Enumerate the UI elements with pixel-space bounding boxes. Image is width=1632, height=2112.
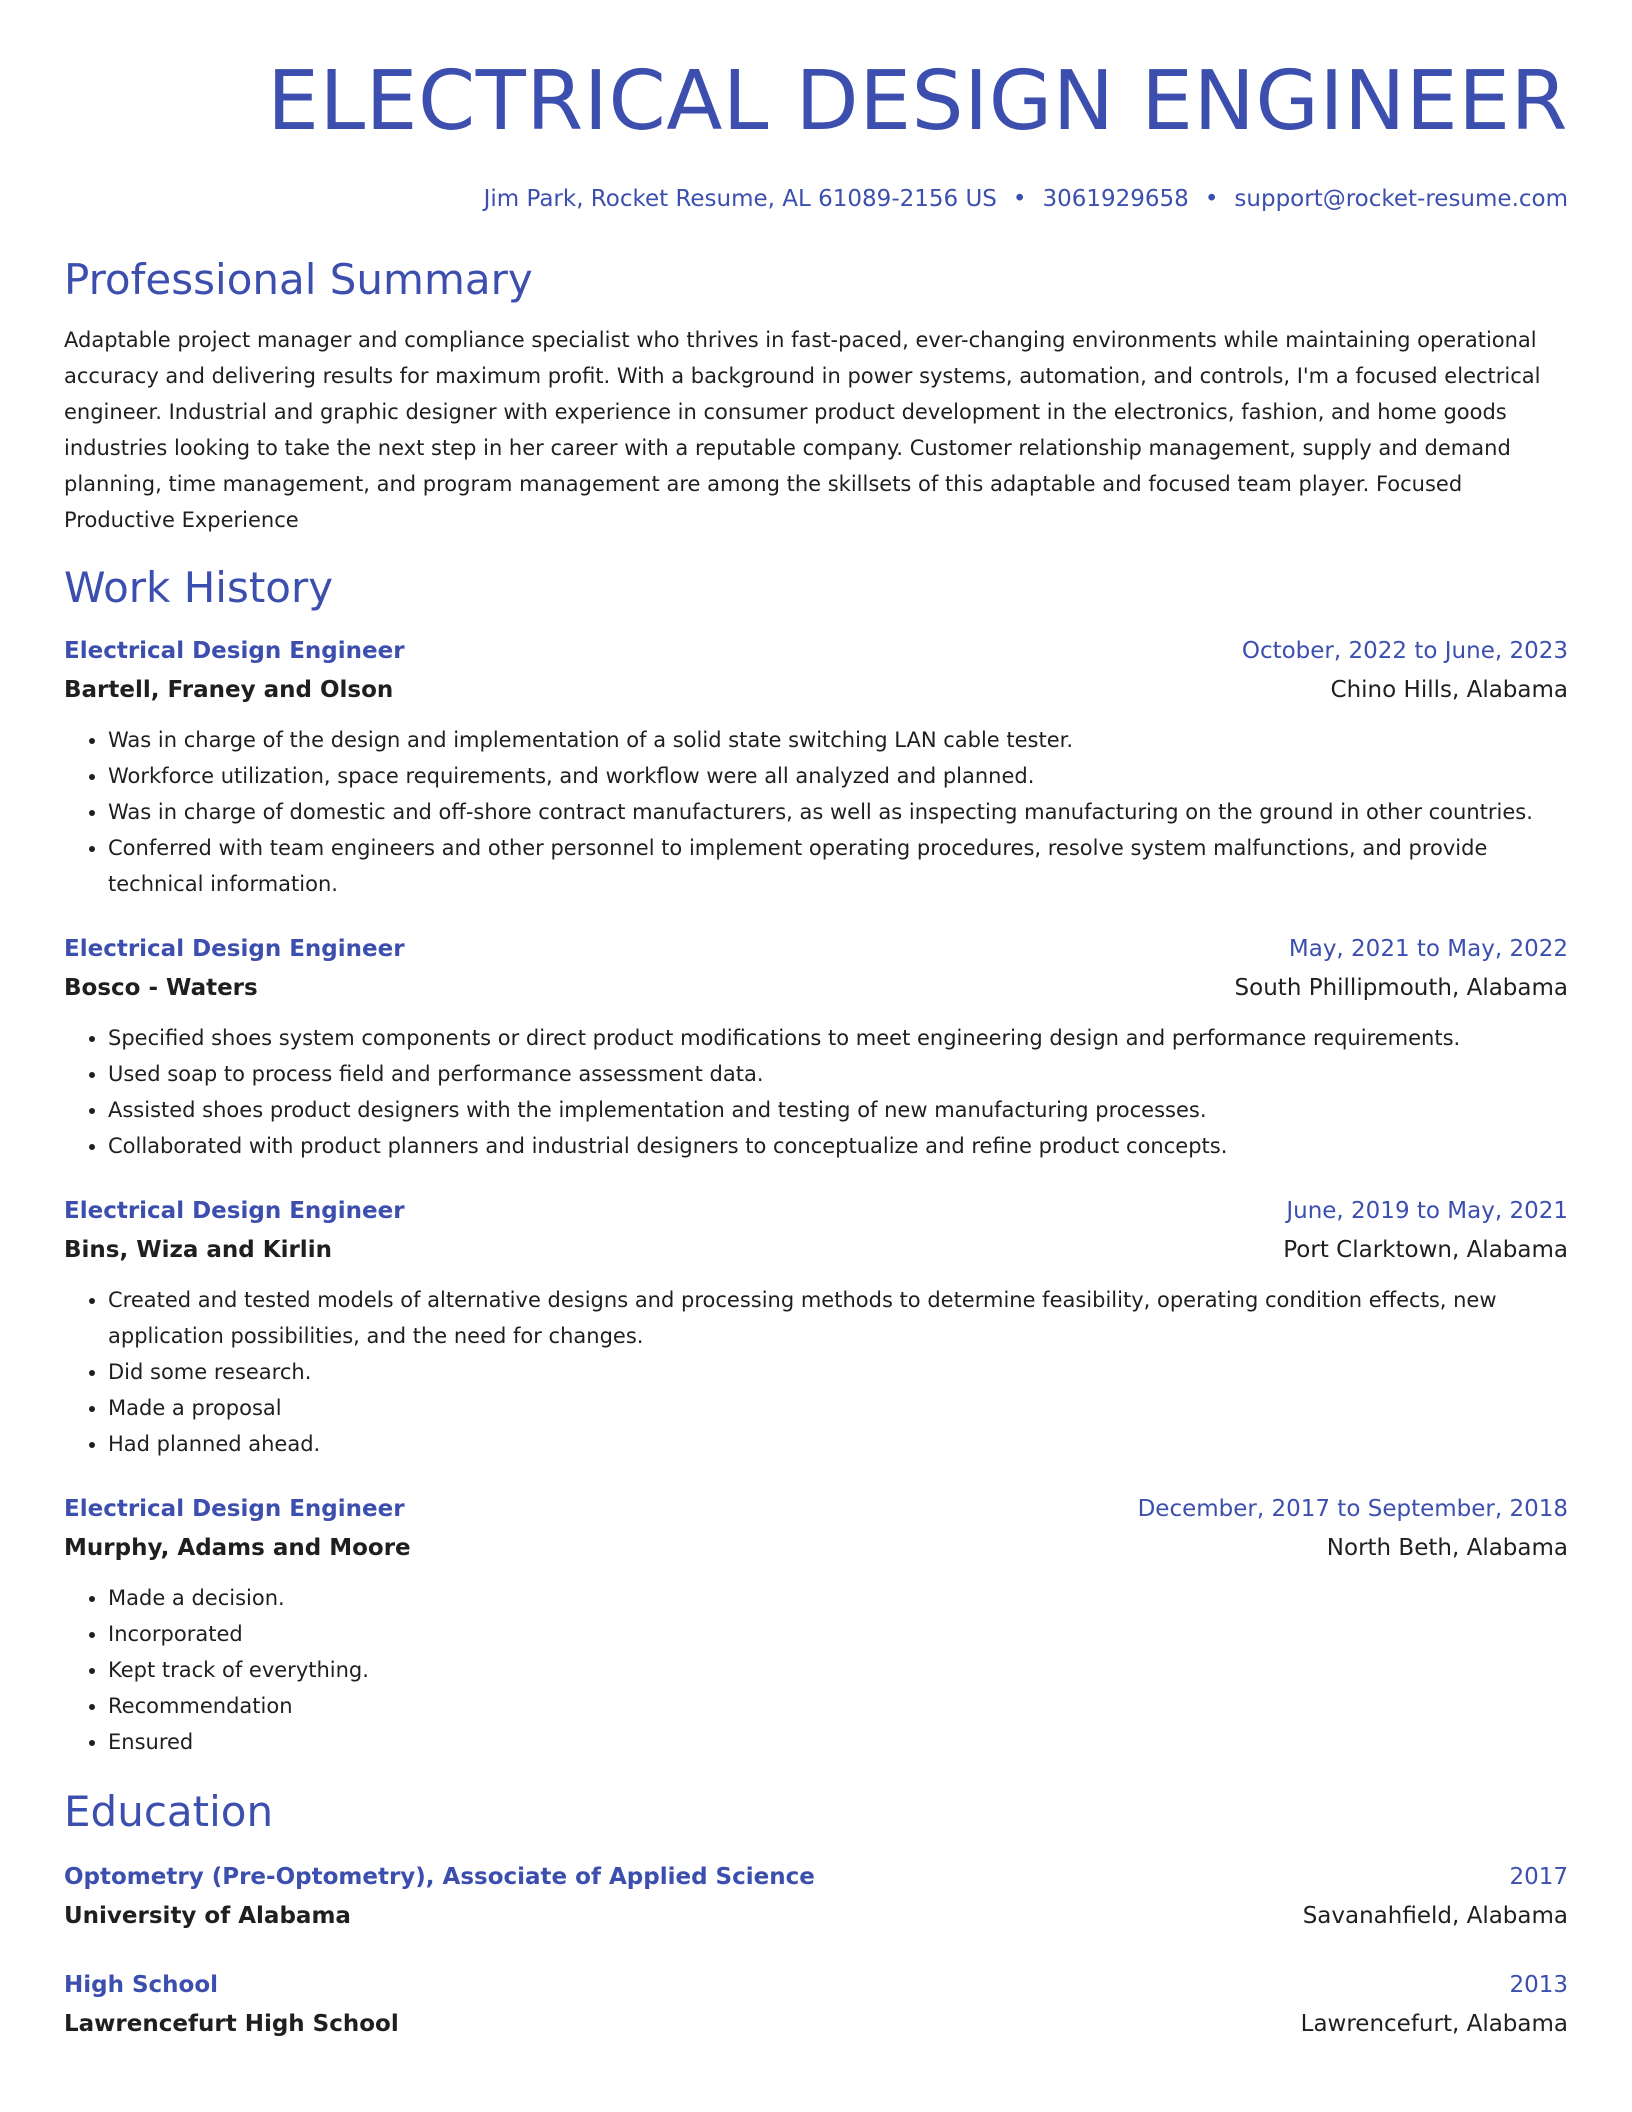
job-dates: December, 2017 to September, 2018 xyxy=(1137,1496,1568,1522)
contact-email[interactable]: support@rocket-resume.com xyxy=(1234,186,1568,212)
job-company: Murphy, Adams and Moore xyxy=(64,1535,411,1561)
job-location: Chino Hills, Alabama xyxy=(1330,677,1568,703)
job-entry xyxy=(64,632,1568,902)
job-company: Bosco - Waters xyxy=(64,975,258,1001)
list-item: • Did some research. xyxy=(108,1354,1568,1390)
education-location: Lawrencefurt, Alabama xyxy=(1300,2011,1568,2037)
contact-phone: 3061929658 xyxy=(1042,186,1189,212)
summary-text: Adaptable project manager and compliance specialist who thrives in fast-paced, ever-changing environments while maintaining operational accuracy and delivering results for maximum profit. With a background in power systems, automation, and controls, I'm a focused electrical engineer. Industrial and graphic designer with experience in consumer product development in the electronics, fashion, and home goods industries looking to take the next step in her career with a reputable company. Customer relationship management, supply and demand planning, time management, and program management are among the skillsets of this adaptable and focused team player. Focused Productive Experience xyxy=(64,328,1541,532)
list-item: • Was in charge of the design and implementation of a solid state switching LAN cable tester. xyxy=(108,722,1568,758)
education-entry xyxy=(64,1966,1568,2044)
job-bullets xyxy=(64,722,1568,902)
education-location: Savanahfield, Alabama xyxy=(1302,1903,1568,1929)
work-history-heading: Work History xyxy=(64,563,334,612)
job-bullets xyxy=(64,1020,1568,1164)
list-item: • Conferred with team engineers and other personnel to implement operating procedures, resolve system malfunctions, and provide technical information. xyxy=(108,830,1568,902)
education-degree: Optometry (Pre-Optometry), Associate of Applied Science xyxy=(64,1864,815,1890)
contact-separator: • xyxy=(1204,186,1219,212)
job-company: Bartell, Franey and Olson xyxy=(64,677,394,703)
job-bullets xyxy=(64,1580,1568,1760)
list-item: • Made a decision. xyxy=(108,1580,1568,1616)
list-item: • Made a proposal xyxy=(108,1390,1568,1426)
job-dates: May, 2021 to May, 2022 xyxy=(1288,936,1568,962)
education-entry xyxy=(64,1858,1568,1936)
list-item: • Specified shoes system components or direct product modifications to meet engineering design and performance requirements. xyxy=(108,1020,1568,1056)
job-entry xyxy=(64,930,1568,1164)
list-item: • Incorporated xyxy=(108,1616,1568,1652)
job-company: Bins, Wiza and Kirlin xyxy=(64,1237,332,1263)
summary-heading: Professional Summary xyxy=(64,255,533,304)
contact-separator: • xyxy=(1012,186,1027,212)
job-role: Electrical Design Engineer xyxy=(64,1496,405,1522)
education-degree: High School xyxy=(64,1972,219,1998)
page-title: ELECTRICAL DESIGN ENGINEER xyxy=(267,54,1568,149)
list-item: • Assisted shoes product designers with the implementation and testing of new manufacturing processes. xyxy=(108,1092,1568,1128)
job-role: Electrical Design Engineer xyxy=(64,1198,405,1224)
job-role: Electrical Design Engineer xyxy=(64,936,405,962)
resume-header xyxy=(64,52,1568,214)
job-location: South Phillipmouth, Alabama xyxy=(1234,975,1568,1001)
job-dates: June, 2019 to May, 2021 xyxy=(1286,1198,1568,1224)
education-school: Lawrencefurt High School xyxy=(64,2011,399,2037)
education-year: 2017 xyxy=(1509,1864,1568,1890)
list-item: • Created and tested models of alternative designs and processing methods to determine feasibility, operating condition effects, new application possibilities, and the need for changes. xyxy=(108,1282,1568,1354)
job-dates: October, 2022 to June, 2023 xyxy=(1241,638,1568,664)
list-item: • Kept track of everything. xyxy=(108,1652,1568,1688)
job-role: Electrical Design Engineer xyxy=(64,638,405,664)
education-school: University of Alabama xyxy=(64,1903,351,1929)
list-item: • Was in charge of domestic and off-shore contract manufacturers, as well as inspecting manufacturing on the ground in other countries. xyxy=(108,794,1568,830)
contact-address: Jim Park, Rocket Resume, AL 61089-2156 US xyxy=(483,186,997,212)
education-year: 2013 xyxy=(1509,1972,1568,1998)
job-bullets xyxy=(64,1282,1568,1462)
education-heading: Education xyxy=(64,1787,274,1836)
list-item: • Used soap to process field and performance assessment data. xyxy=(108,1056,1568,1092)
list-item: • Recommendation xyxy=(108,1688,1568,1724)
list-item: • Collaborated with product planners and industrial designers to conceptualize and refine product concepts. xyxy=(108,1128,1568,1164)
contact-line xyxy=(64,184,1568,214)
job-location: Port Clarktown, Alabama xyxy=(1283,1237,1568,1263)
job-location: North Beth, Alabama xyxy=(1326,1535,1568,1561)
job-entry xyxy=(64,1192,1568,1462)
job-entry xyxy=(64,1490,1568,1760)
list-item: • Had planned ahead. xyxy=(108,1426,1568,1462)
list-item: • Workforce utilization, space requirements, and workflow were all analyzed and planned. xyxy=(108,758,1568,794)
list-item: • Ensured xyxy=(108,1724,1568,1760)
